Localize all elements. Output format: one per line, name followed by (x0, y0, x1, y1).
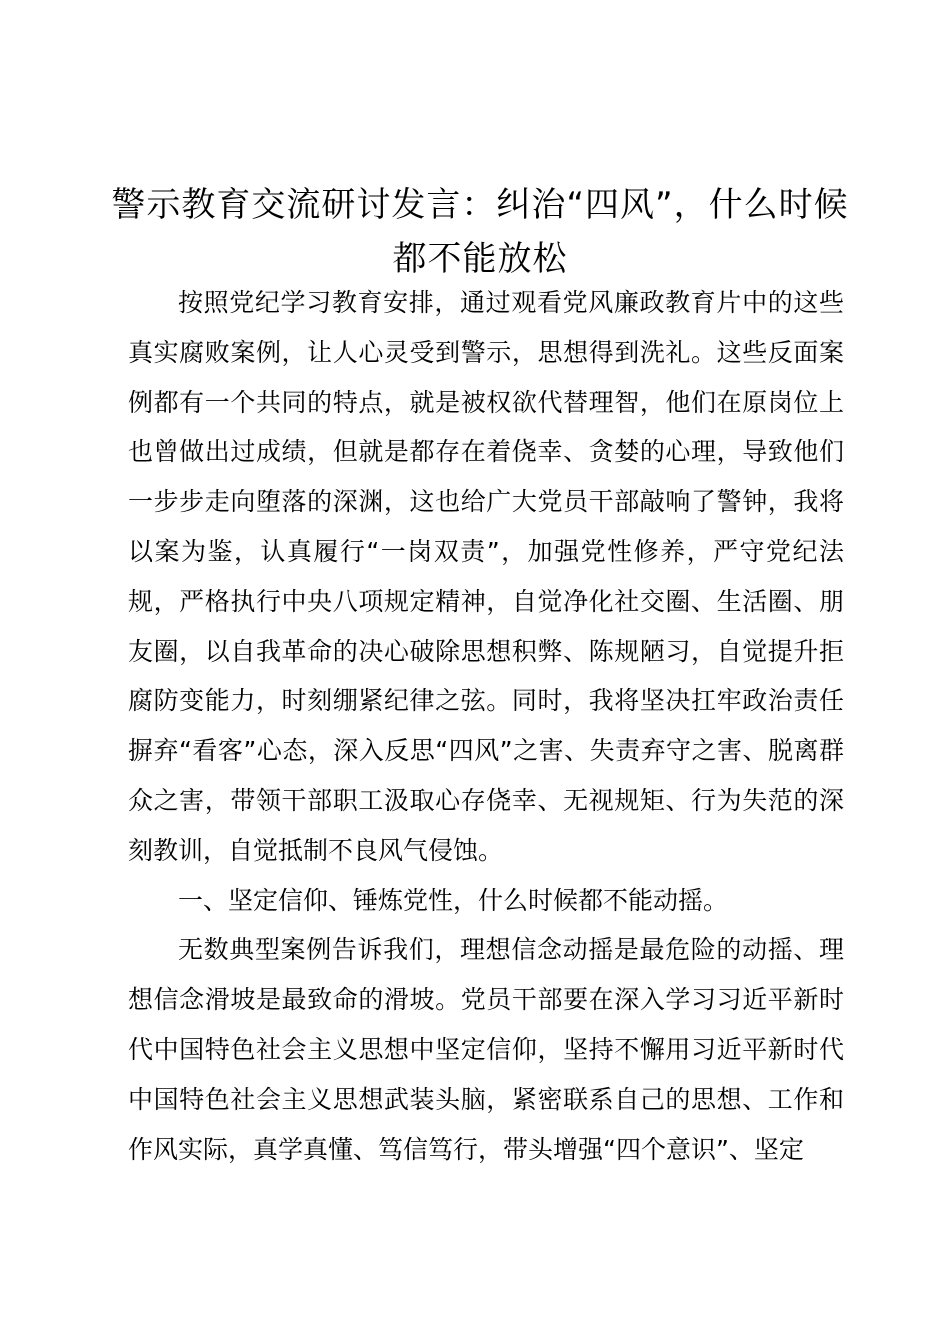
paragraph-intro: 按照党纪学习教育安排，通过观看党风廉政教育片中的这些真实腐败案例，让人心灵受到警示，思想得到洗礼。这些反面案例都有一个共同的特点，就是被权欲代替理智，他们在原岗位上也曾做出过成绩，但就是都存在着侥幸、贪婪的心理，导致他们一步步走向堕落的深渊，这也给广大党员干部敲响了警钟，我将以案为鉴，认真履行“一岗双责”，加强党性修养，严守党纪法规，严格执行中央八项规定精神，自觉净化社交圈、生活圈、朋友圈，以自我革命的决心破除思想积弊、陈规陋习，自觉提升拒腐防变能力，时刻绷紧纪律之弦。同时，我将坚决扛牢政治责任摒弃“看客”心态，深入反思“四风”之害、失责弃守之害、脱离群众之害，带领干部职工汲取心存侥幸、无视规矩、行为失范的深刻教训，自觉抵制不良风气侵蚀。 (128, 288, 844, 865)
section-heading-1: 一、坚定信仰、锤炼党性，什么时候都不能动摇。 (178, 885, 729, 915)
paragraph-section-1: 无数典型案例告诉我们，理想信念动摇是最危险的动摇、理想信念滑坡是最致命的滑坡。党员干部要在深入学习习近平新时代中国特色社会主义思想中坚定信仰，坚持不懈用习近平新时代中国特色社会主义思想武装头脑，紧密联系自己的思想、工作和作风实际，真学真懂、笃信笃行，带头增强“四个意识”、坚定 (128, 935, 844, 1164)
document-body (128, 278, 844, 1174)
document-title: 警示教育交流研讨发言：纠治“四风”，什么时候都不能放松 (111, 185, 849, 279)
